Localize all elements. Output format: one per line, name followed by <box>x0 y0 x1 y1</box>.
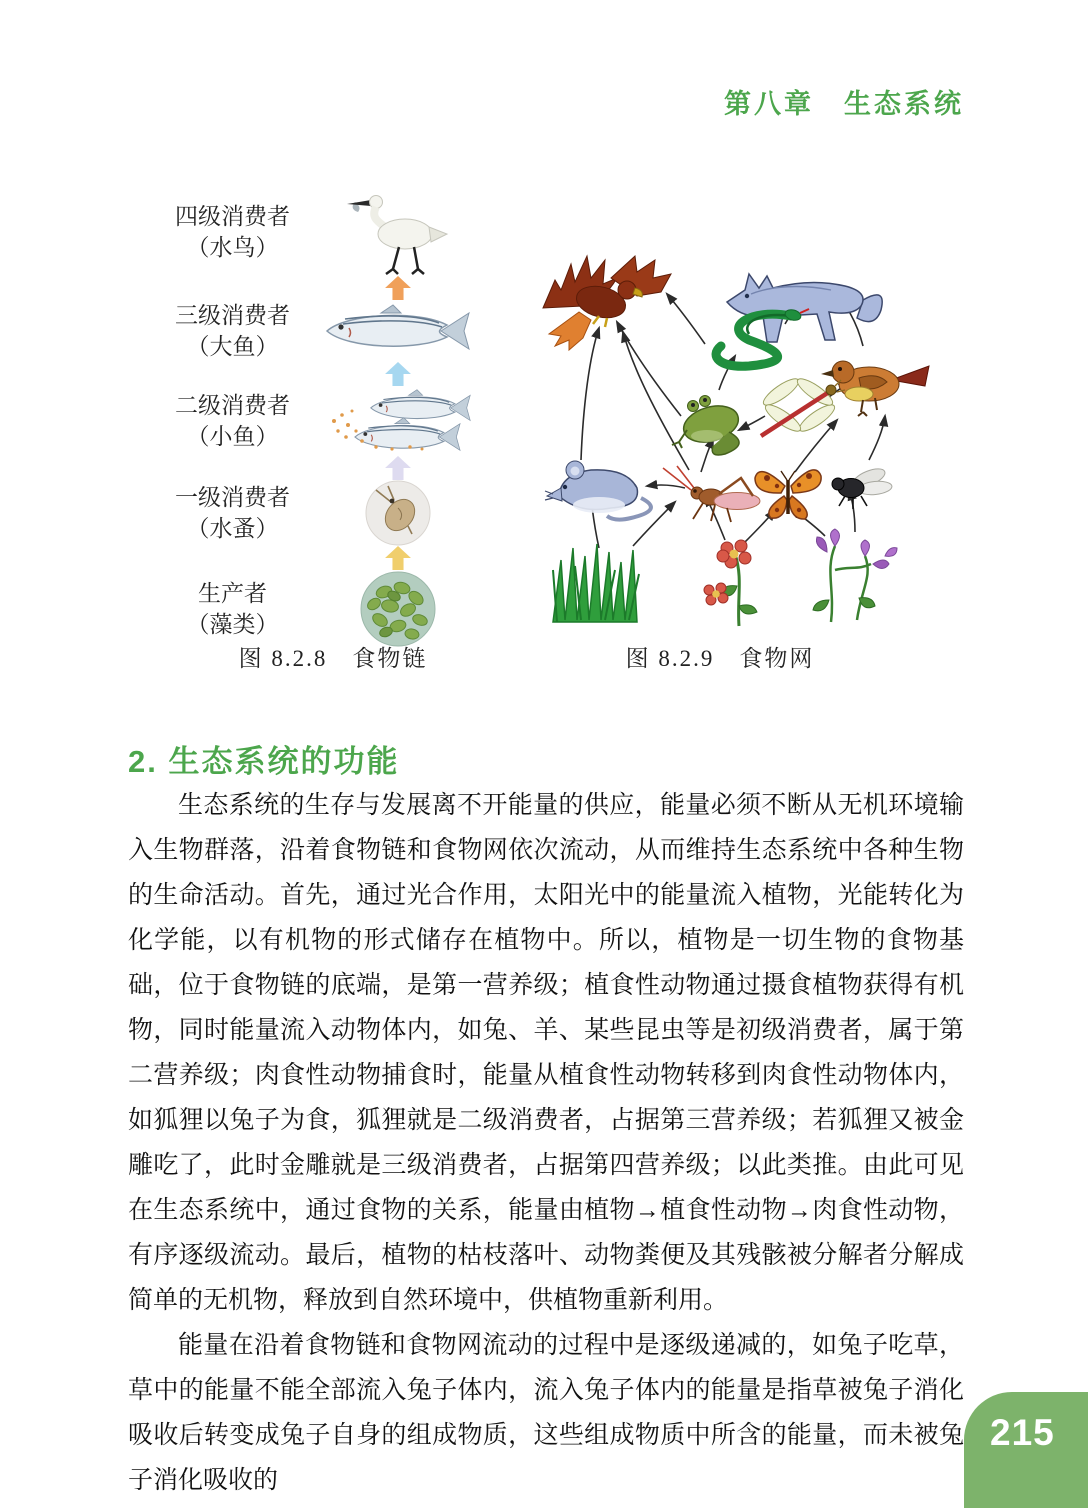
small-fish-icon <box>315 387 480 455</box>
snake-icon <box>716 308 809 366</box>
butterfly-icon <box>755 470 821 519</box>
big-fish-icon <box>315 304 480 358</box>
mouse-icon <box>545 461 651 520</box>
paragraph-1: 生态系统的生存与发展离不开能量的供应，能量必须不断从无机环境输入生物群落，沿着食物链和食物网依次流动，从而维持生态系统中各种生物的生命活动。首先，通过光合作用，太阳光中的能量流入植物，光能转化为化学能，以有机物的形式储存在植物中。所以，植物是一切生物的食物基础，位于食物链的底端，是第一营养级；植食性动物通过摄食植物获得有机物，同时能量流入动物体内，如兔、羊、某些昆虫等是初级消费者，属于第二营养级；肉食性动物捕食时，能量从植食性动物转移到肉食性动物体内，如狐狸以兔子为食，狐狸就是二级消费者，占据第三营养级；若狐狸又被金雕吃了，此时金雕就是三级消费者，占据第四营养级；以此类推。由此可见在生态系统中，通过食物的关系，能量由植物→植食性动物→肉食性动物，有序逐级流动。最后，植物的枯枝落叶、动物粪便及其残骸被分解者分解成简单的无机物，释放到自然环境中，供植物重新利用。 <box>128 792 964 1314</box>
arrow-row <box>150 276 480 300</box>
algae-icon <box>315 570 480 648</box>
page-number-tab <box>964 1392 1088 1508</box>
up-arrow-icon-orange <box>315 276 480 300</box>
small-bird-icon <box>821 361 929 416</box>
purple-flower-icon <box>813 529 897 622</box>
water-flea-icon <box>315 480 480 546</box>
food-chain-caption: 图 8.2.8 食物链 <box>238 646 428 671</box>
egret-icon <box>315 189 480 275</box>
food-chain-level-1 <box>150 480 480 546</box>
up-arrow-icon-blue <box>315 362 480 386</box>
food-chain-figure <box>150 188 480 648</box>
level-3-label: 三级消费者 （大鱼） <box>175 303 290 359</box>
body-text <box>128 783 964 1503</box>
grass-icon <box>553 544 639 622</box>
grasshopper-icon <box>663 466 760 522</box>
red-flower-icon <box>704 540 757 626</box>
level-4-label: 四级消费者 （水鸟） <box>175 204 290 260</box>
chapter-header: 第八章 生态系统 <box>724 89 964 119</box>
producer-label: 生产者 （藻类） <box>186 581 279 637</box>
up-arrow-icon-lavender <box>315 456 480 480</box>
food-chain-producer <box>150 570 480 648</box>
level-2-label: 二级消费者 （小鱼） <box>175 393 290 449</box>
food-web-caption: 图 8.2.9 食物网 <box>625 646 815 671</box>
arrow-row <box>150 546 480 570</box>
fly-icon <box>832 465 893 509</box>
up-arrow-icon-yellow <box>315 546 480 570</box>
arrow-row <box>150 362 480 386</box>
food-chain-level-2 <box>150 386 480 456</box>
level-1-label: 一级消费者 （水蚤） <box>175 485 290 541</box>
food-chain-level-3 <box>150 300 480 362</box>
golden-eagle-icon <box>543 256 671 350</box>
section-heading: 2. 生态系统的功能 <box>128 744 400 779</box>
paragraph-2: 能量在沿着食物链和食物网流动的过程中是逐级递减的，如兔子吃草，草中的能量不能全部流入兔子体内，流入兔子体内的能量是指草被兔子消化吸收后转变成兔子自身的组成物质，这些组成物质中所含的能量，而未被兔子消化吸收的 <box>128 1332 964 1494</box>
frog-icon <box>672 396 743 456</box>
dragonfly-icon <box>760 375 845 436</box>
arrow-row <box>150 456 480 480</box>
food-chain-level-4 <box>150 188 480 276</box>
page-number: 215 <box>990 1412 1055 1453</box>
food-web-figure <box>533 248 935 634</box>
